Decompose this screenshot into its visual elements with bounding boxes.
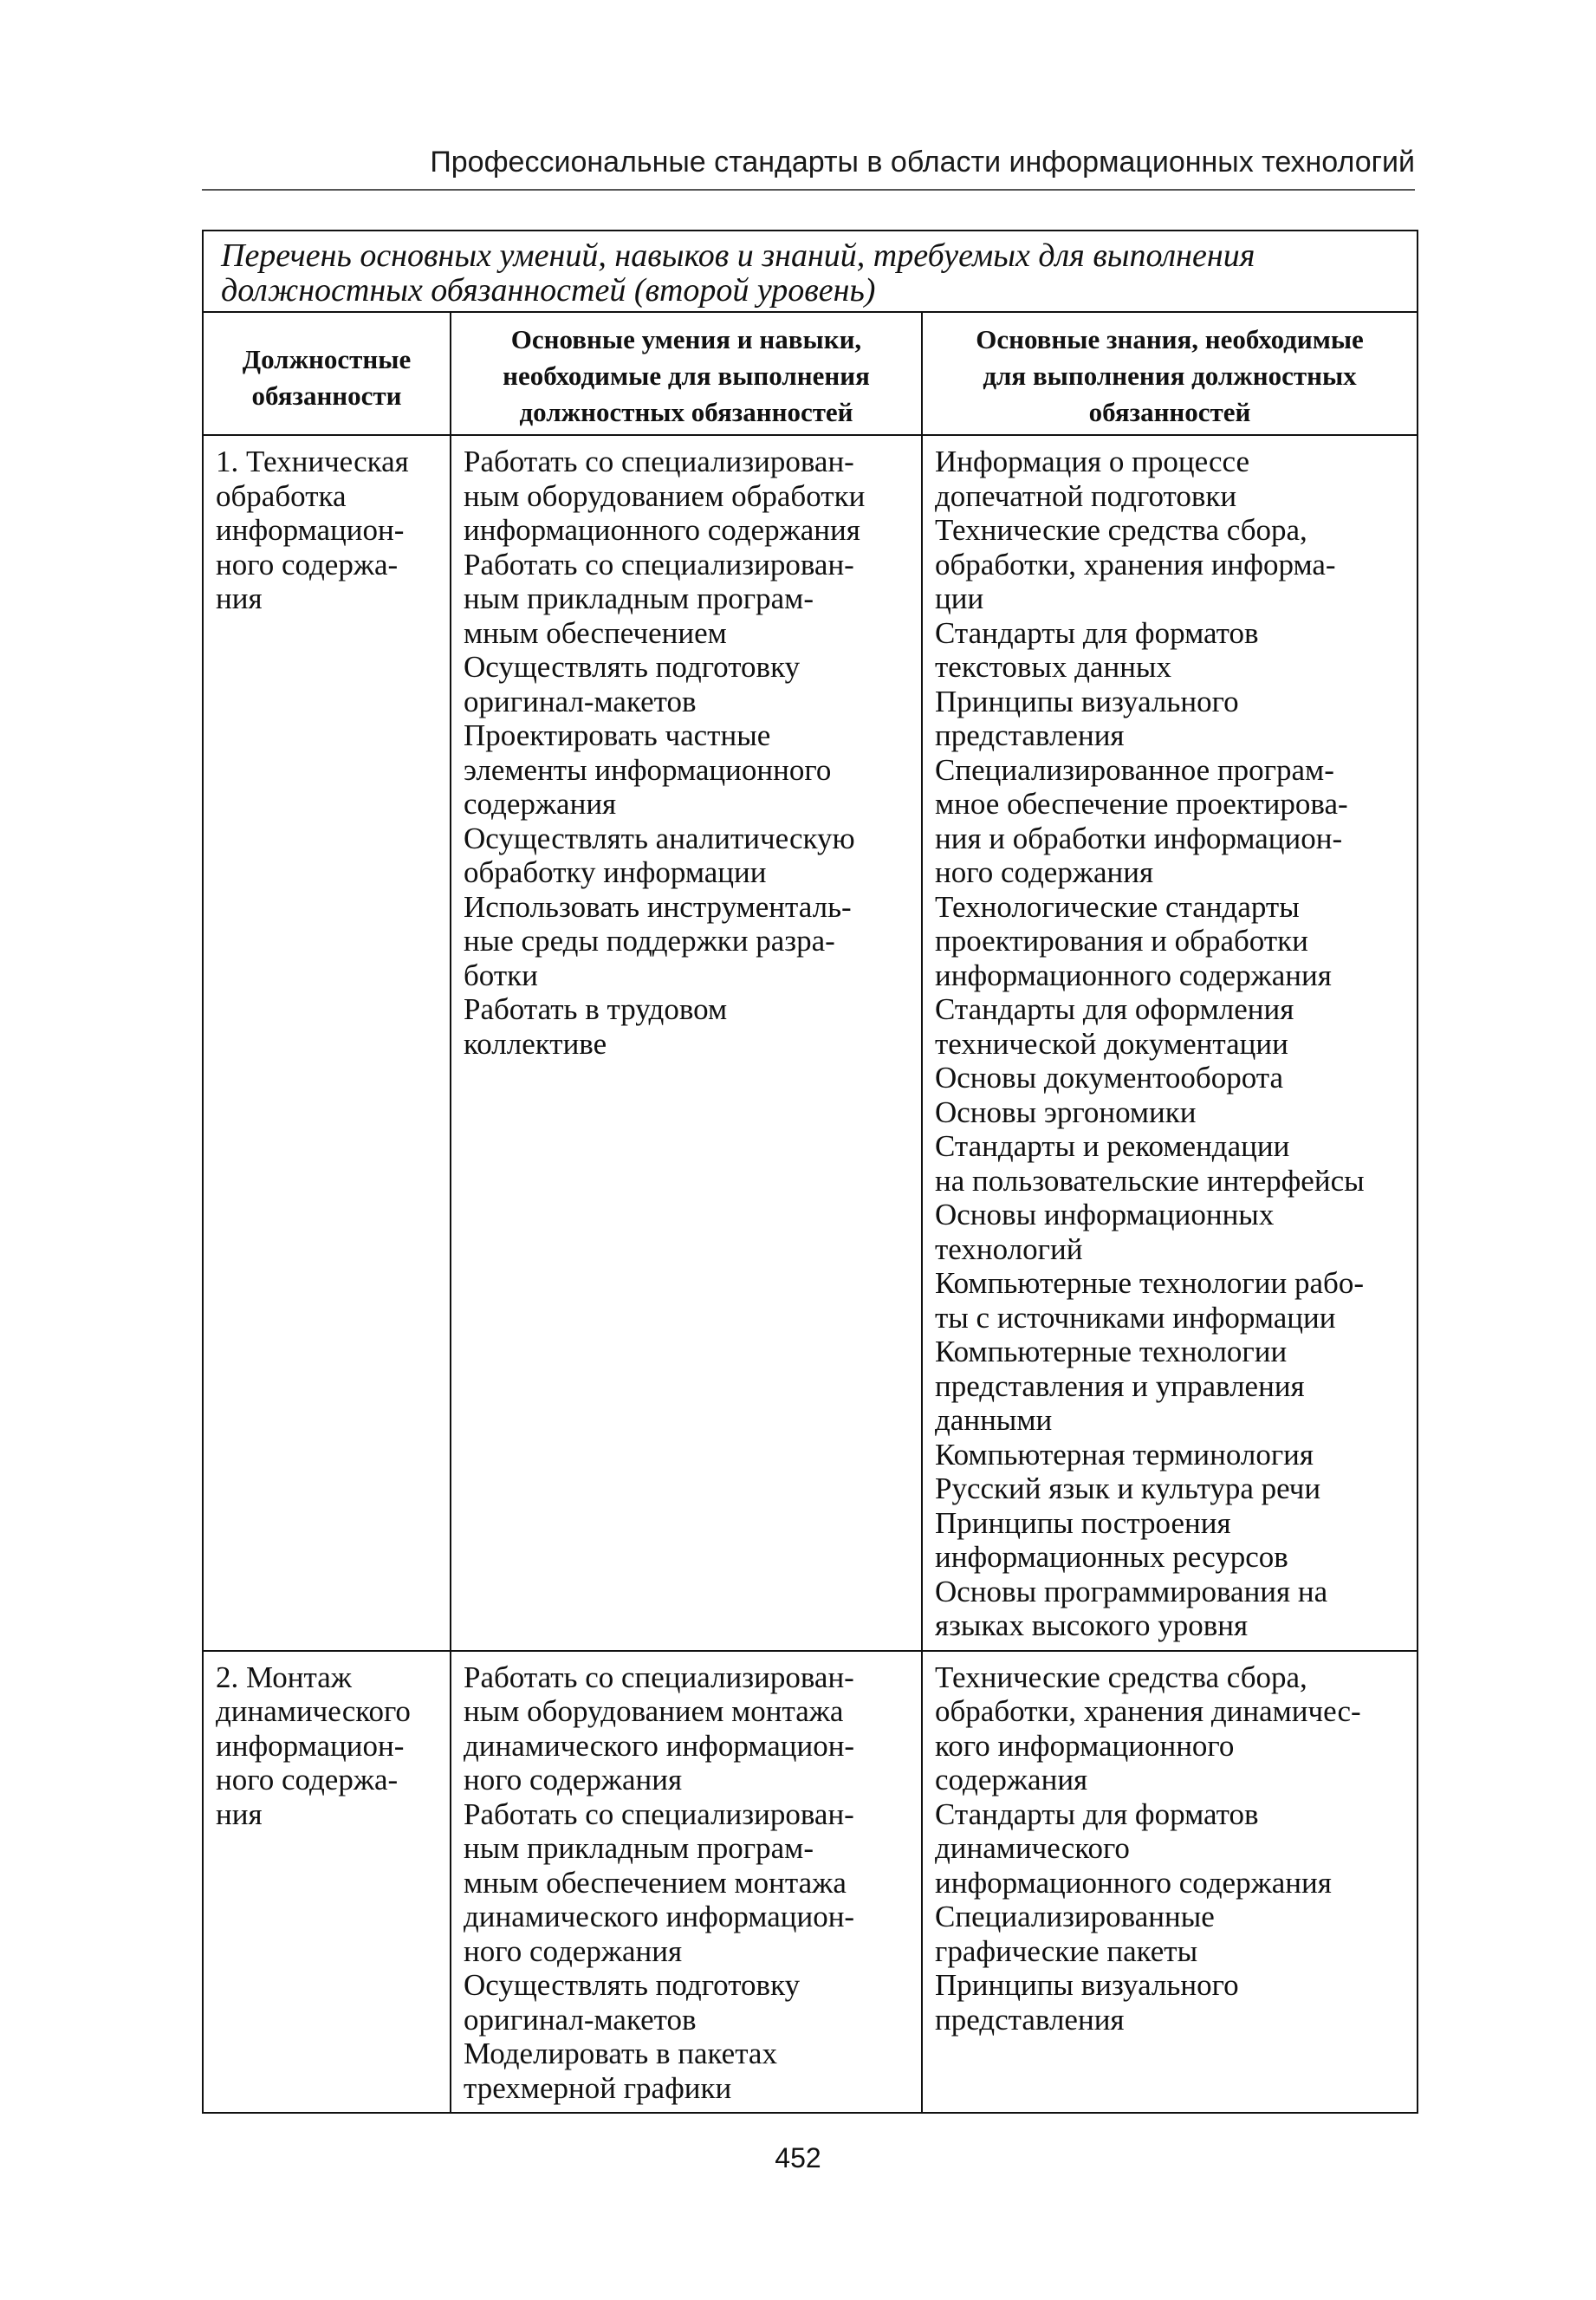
table-row bbox=[203, 1651, 1418, 2114]
cell-line: графические пакеты bbox=[935, 1933, 1198, 1968]
cell-line: динамического bbox=[935, 1831, 1130, 1865]
duty-cell bbox=[203, 435, 451, 1651]
cell-line: Технические средства сбора, bbox=[935, 1660, 1307, 1694]
cell-line: мным обеспечением монтажа bbox=[464, 1865, 847, 1900]
column-header-row bbox=[203, 312, 1418, 435]
cell-line: информационных ресурсов bbox=[935, 1540, 1288, 1574]
cell-line: Основы документооборота bbox=[935, 1061, 1284, 1095]
cell-line: Технические средства сбора, bbox=[935, 513, 1307, 547]
column-header-knowledge: Основные знания, необходимые для выполнения должностных обязанностей bbox=[922, 312, 1418, 435]
header-rule bbox=[202, 189, 1415, 191]
cell-line: Осуществлять подготовку bbox=[464, 650, 801, 684]
page-number: 452 bbox=[775, 2142, 821, 2173]
cell-line: Работать в трудовом bbox=[464, 992, 728, 1026]
cell-line: языках высокого уровня bbox=[935, 1608, 1249, 1642]
cell-line: Основы программирования на bbox=[935, 1574, 1328, 1608]
cell-line: Информация о процессе bbox=[935, 445, 1250, 478]
cell-line: Стандарты для форматов bbox=[935, 615, 1259, 650]
duty-cell bbox=[203, 1651, 451, 2114]
running-header: Профессиональные стандарты в области информационных технологий bbox=[430, 146, 1415, 179]
cell-line: Стандарты для форматов bbox=[935, 1796, 1259, 1831]
cell-line: содержания bbox=[464, 787, 617, 821]
cell-line: Принципы визуального bbox=[935, 1968, 1239, 2002]
cell-line: Моделировать в пакетах bbox=[464, 2037, 777, 2070]
cell-line: ботки bbox=[464, 958, 538, 992]
cell-line: ным оборудованием монтажа bbox=[464, 1694, 844, 1728]
cell-line: Работать со специализирован- bbox=[464, 445, 854, 478]
cell-line: коллективе bbox=[464, 1026, 607, 1061]
cell-line: Принципы построения bbox=[935, 1505, 1231, 1540]
cell-line: динамического информацион- bbox=[464, 1728, 855, 1763]
cell-line: Русский язык и культура речи bbox=[935, 1472, 1321, 1505]
cell-line: ты с источниками информации bbox=[935, 1300, 1336, 1335]
cell-line: динамического информацион- bbox=[464, 1900, 855, 1933]
cell-line: динамического bbox=[216, 1694, 411, 1728]
table-caption bbox=[203, 231, 1418, 312]
table-row bbox=[203, 435, 1418, 1651]
cell-line: 1. Техническая bbox=[216, 445, 409, 478]
knowledge-cell bbox=[922, 1651, 1418, 2114]
skills-table bbox=[202, 230, 1418, 2114]
cell-line: технологий bbox=[935, 1231, 1083, 1266]
cell-line: обработки, хранения информа- bbox=[935, 547, 1336, 581]
cell-line: проектирования и обработки bbox=[935, 924, 1308, 958]
cell-line: мное обеспечение проектирова- bbox=[935, 787, 1348, 821]
cell-line: информацион- bbox=[216, 1728, 405, 1763]
cell-line: информационного содержания bbox=[464, 513, 860, 547]
cell-line: обработку информации bbox=[464, 855, 767, 889]
cell-line: Компьютерная терминология bbox=[935, 1437, 1314, 1472]
cell-line: информационного содержания bbox=[935, 958, 1332, 992]
cell-line: информацион- bbox=[216, 513, 405, 547]
cell-line: ного содержания bbox=[464, 1763, 683, 1796]
cell-line: представления и управления bbox=[935, 1368, 1305, 1403]
cell-line: 2. Монтаж bbox=[216, 1660, 352, 1694]
cell-line: Основы информационных bbox=[935, 1198, 1275, 1231]
cell-line: оригинал-макетов bbox=[464, 2002, 697, 2037]
column-header-duties: Должностные обязанности bbox=[203, 312, 451, 435]
cell-line: Специализированные bbox=[935, 1900, 1215, 1933]
cell-line: ного содержания bbox=[464, 1933, 683, 1968]
cell-line: ния bbox=[216, 1796, 263, 1831]
cell-line: Работать со специализирован- bbox=[464, 1796, 854, 1831]
cell-line: ции bbox=[935, 581, 984, 615]
caption-line: Перечень основных умений, навыков и знаний, требуемых для выполнения bbox=[221, 237, 1255, 274]
cell-line: ного содержания bbox=[935, 855, 1154, 889]
cell-line: содержания bbox=[935, 1763, 1088, 1796]
cell-line: обработка bbox=[216, 478, 347, 513]
cell-line: Компьютерные технологии bbox=[935, 1335, 1288, 1368]
cell-line: информационного содержания bbox=[935, 1865, 1332, 1900]
cell-line: Стандарты для оформления bbox=[935, 992, 1294, 1026]
cell-line: ного содержа- bbox=[216, 547, 399, 581]
cell-line: Принципы визуального bbox=[935, 684, 1239, 718]
cell-line: Основы эргономики bbox=[935, 1095, 1197, 1129]
cell-line: Работать со специализирован- bbox=[464, 1660, 854, 1694]
cell-line: Специализированное програм- bbox=[935, 752, 1334, 787]
cell-line: кого информационного bbox=[935, 1728, 1235, 1763]
cell-line: ного содержа- bbox=[216, 1763, 399, 1796]
cell-line: мным обеспечением bbox=[464, 615, 727, 650]
cell-line: Работать со специализирован- bbox=[464, 547, 854, 581]
knowledge-cell bbox=[922, 435, 1418, 1651]
cell-line: обработки, хранения динамичес- bbox=[935, 1694, 1361, 1728]
caption-row bbox=[203, 231, 1418, 312]
cell-line: Использовать инструменталь- bbox=[464, 889, 852, 924]
cell-line: Компьютерные технологии рабо- bbox=[935, 1266, 1364, 1300]
cell-line: представления bbox=[935, 2002, 1125, 2037]
cell-line: ным прикладным програм- bbox=[464, 1831, 814, 1865]
cell-line: представления bbox=[935, 718, 1125, 752]
cell-line: на пользовательские интерфейсы bbox=[935, 1163, 1365, 1198]
cell-line: элементы информационного bbox=[464, 752, 832, 787]
cell-line: ния и обработки информацион- bbox=[935, 821, 1343, 855]
cell-line: текстовых данных bbox=[935, 650, 1171, 684]
cell-line: технической документации bbox=[935, 1026, 1288, 1061]
cell-line: трехмерной графики bbox=[464, 2070, 732, 2105]
cell-line: ния bbox=[216, 581, 263, 615]
skills-cell bbox=[451, 1651, 922, 2114]
column-header-skills: Основные умения и навыки, необходимые для выполнения должностных обязанностей bbox=[451, 312, 922, 435]
cell-line: Стандарты и рекомендации bbox=[935, 1129, 1290, 1163]
cell-line: оригинал-макетов bbox=[464, 684, 697, 718]
cell-line: Технологические стандарты bbox=[935, 889, 1300, 924]
cell-line: ные среды поддержки разра- bbox=[464, 924, 835, 958]
cell-line: Осуществлять аналитическую bbox=[464, 821, 855, 855]
caption-line: должностных обязанностей (второй уровень) bbox=[221, 272, 876, 309]
cell-line: ным оборудованием обработки bbox=[464, 478, 866, 513]
cell-line: допечатной подготовки bbox=[935, 478, 1237, 513]
skills-cell bbox=[451, 435, 922, 1651]
cell-line: Осуществлять подготовку bbox=[464, 1968, 801, 2002]
cell-line: Проектировать частные bbox=[464, 718, 771, 752]
cell-line: ным прикладным програм- bbox=[464, 581, 814, 615]
cell-line: данными bbox=[935, 1403, 1053, 1437]
